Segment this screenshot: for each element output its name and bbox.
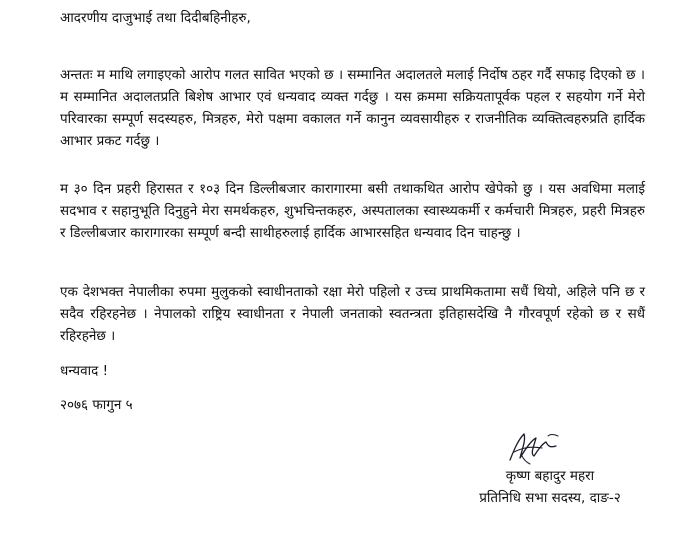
salutation: आदरणीय दाजुभाई तथा दिदीबहिनीहरु, — [60, 10, 251, 26]
signatory-title: प्रतिनिधि सभा सदस्य, दाङ-२ — [479, 490, 621, 506]
signature-block — [445, 465, 655, 509]
closing-line: धन्यवाद ! — [60, 363, 108, 379]
letter-date: २०७६ फागुन ५ — [60, 397, 133, 413]
paragraph-2: म ३० दिन प्रहरी हिरासत र १०३ दिन डिल्लीबजार कारागारमा बसी तथाकथित आरोप खेपेको छु । यस अवधिमा मलाई सदभाव र सहानुभूति दिनुहुने मेरा समर्थकहरु, शुभचिन्तकहरु, अस्पतालका स्वास्थ्यकर्मी र कर्मचारी मित्रहरु, प्रहरी मित्रहरु र डिल्लीबजार कारागारका सम्पूर्ण बन्दी साथीहरुलाई हार्दिक आभारसहित धन्यवाद दिन चाहन्छु । — [60, 181, 645, 241]
handwritten-signature — [504, 426, 564, 468]
signatory-name: कृष्ण बहादुर महरा — [505, 468, 595, 484]
paragraph-3: एक देशभक्त नेपालीका रुपमा मुलुकको स्वाधीनताको रक्षा मेरो पहिलो र उच्च प्राथमिकतामा सधैं थियो, अहिले पनि छ र सदैव रहिरहनेछ । नेपालको राष्ट्रिय स्वाधीनता र नेपाली जनताको स्वतन्त्रता इतिहासदेखि नै गौरवपूर्ण रहेको छ र सधैं रहिरहनेछ । — [60, 284, 645, 344]
paragraph-1: अन्ततः म माथि लगाइएको आरोप गलत सावित भएको छ । सम्मानित अदालतले मलाई निर्दोष ठहर गर्दै सफाइ दिएको छ । म सम्मानित अदालतप्रति बिशेष आभार एवं धन्यवाद व्यक्त गर्दछु । यस क्रममा सक्रियतापूर्वक पहल र सहयोग गर्ने मेरो परिवारका सम्पूर्ण सदस्यहरु, मित्रहरु, मेरो पक्षमा वकालत गर्ने कानुन व्यवसायीहरु र राजनीतिक व्यक्तित्वहरुप्रति हार्दिक आभार प्रकट गर्दछु । — [60, 67, 645, 149]
